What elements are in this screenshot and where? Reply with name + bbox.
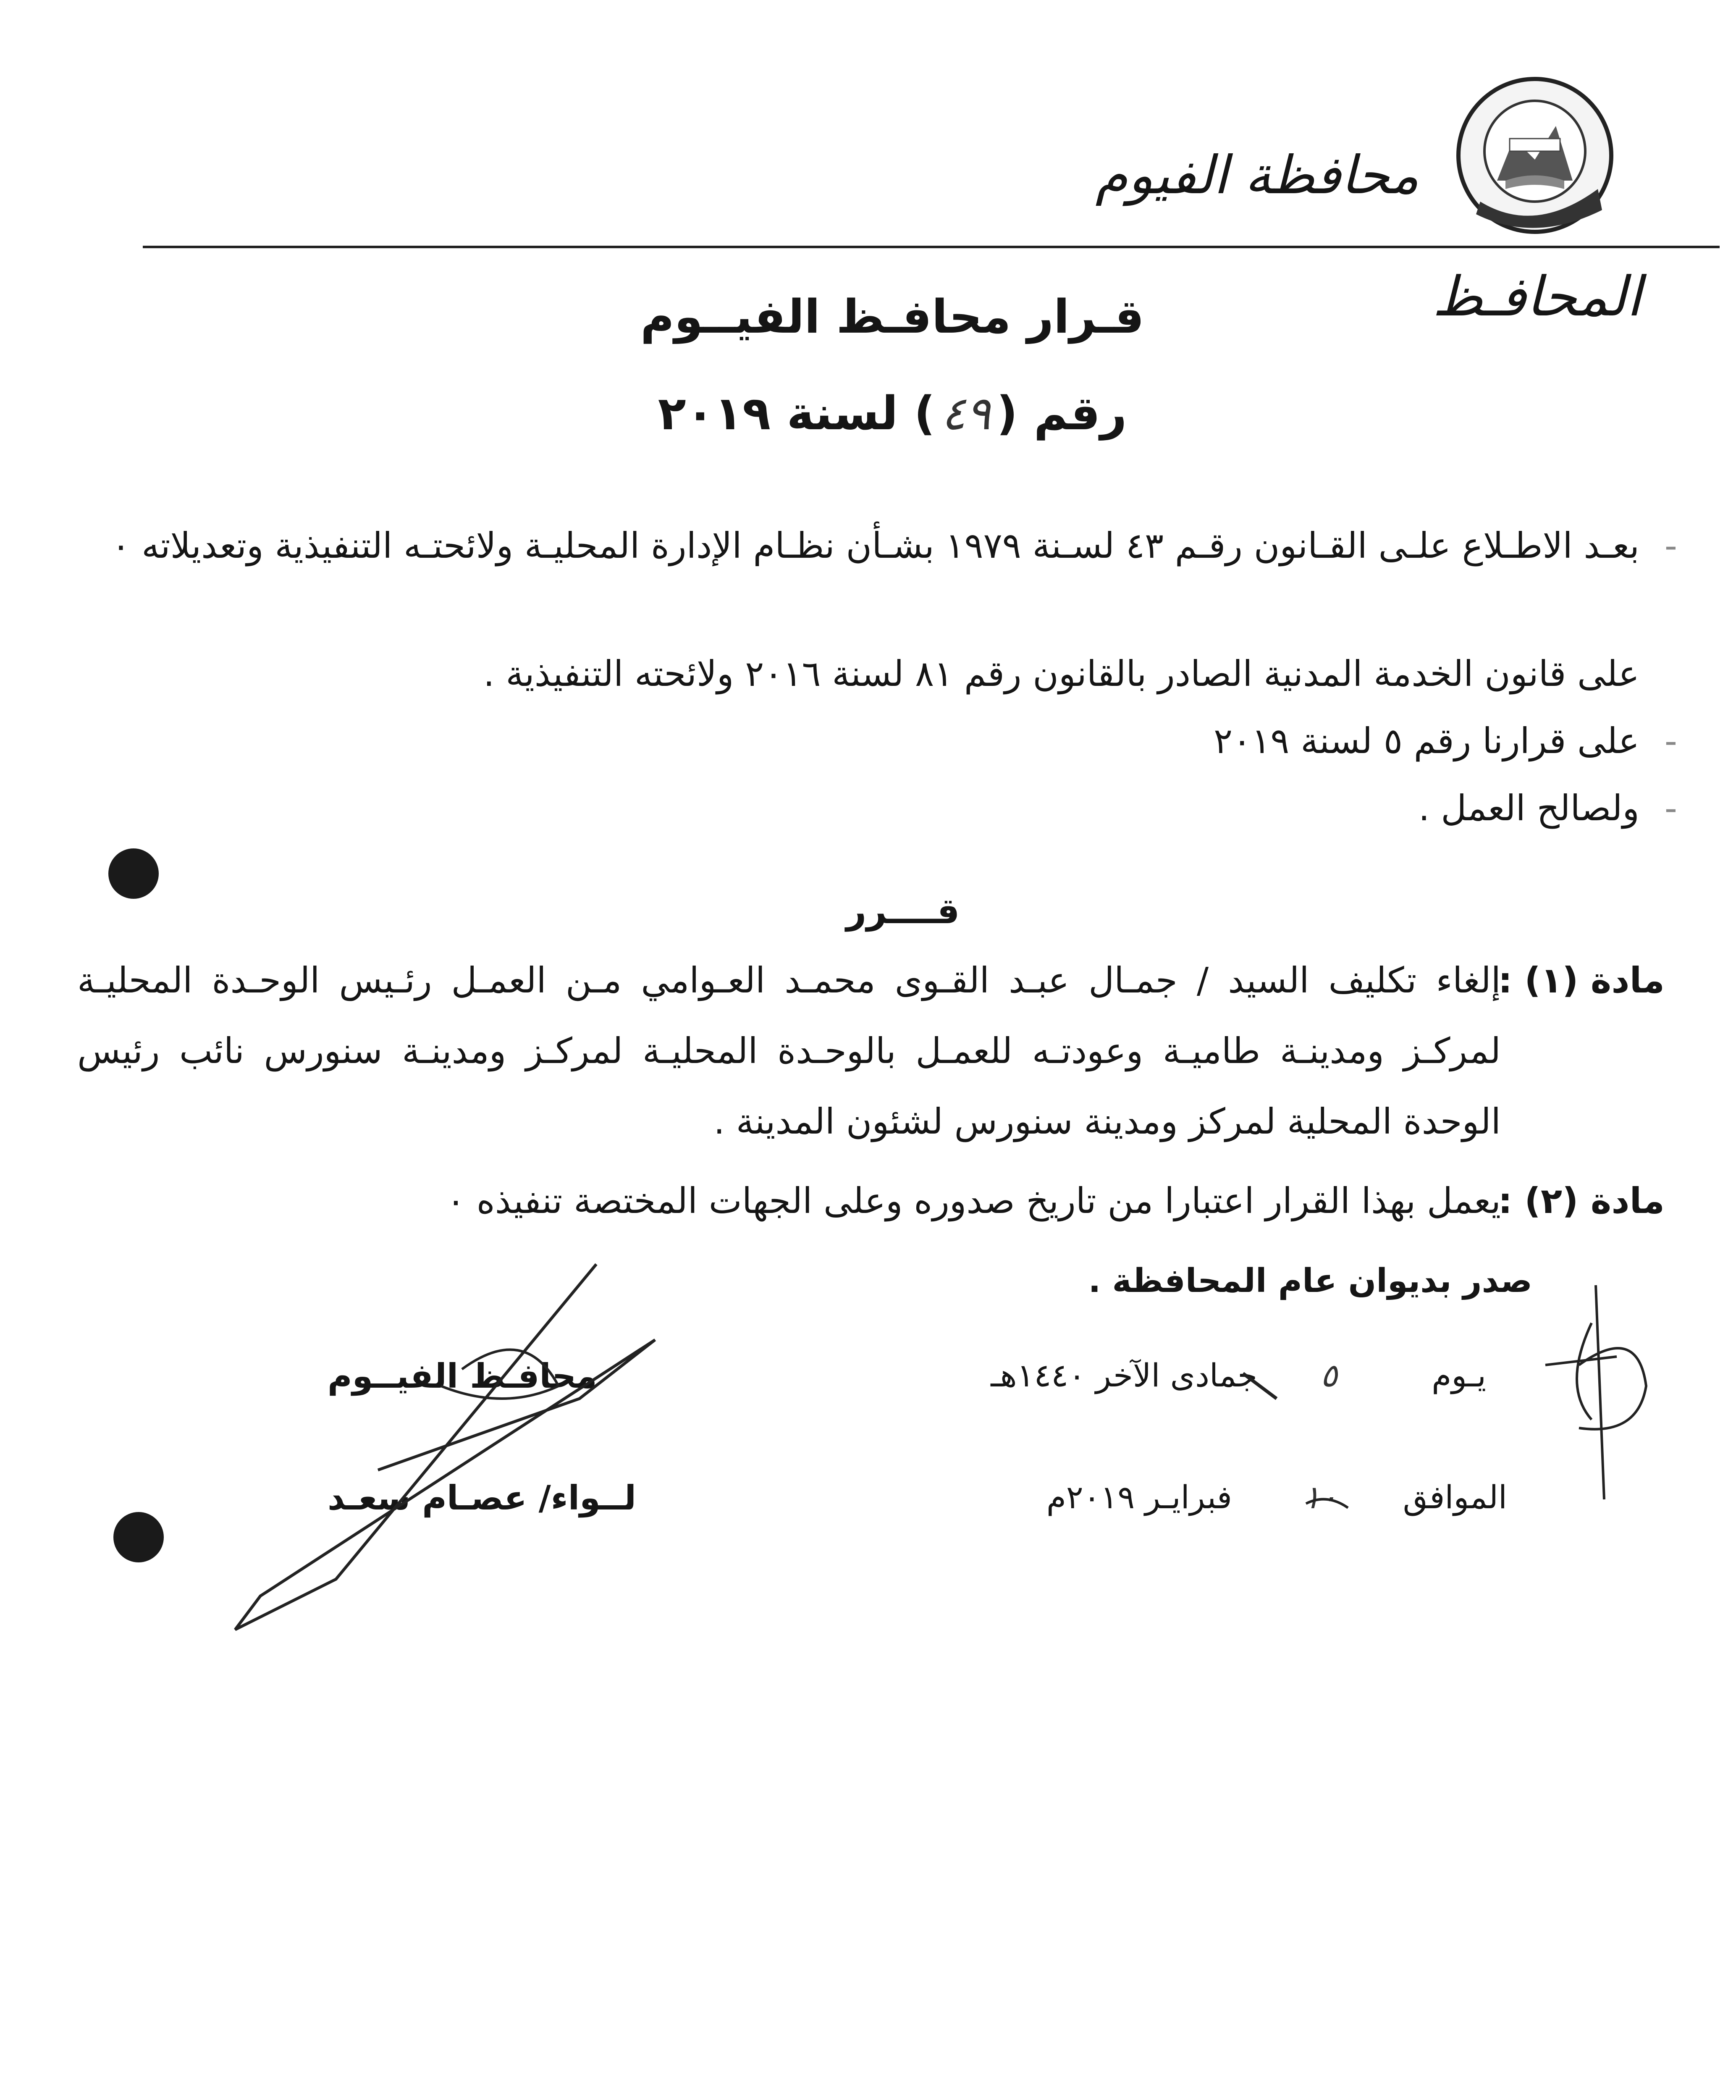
punch-hole <box>108 848 159 899</box>
hijri-day: ٥ <box>1320 1357 1337 1394</box>
preamble-item <box>86 773 1677 843</box>
bullet-dash: - <box>1664 525 1677 566</box>
hijri-month-year: جمادى الآخر ١٤٤٠هـ <box>991 1357 1257 1394</box>
preamble-text: بعـد الاطـلاع علـى القـانون رقـم ٤٣ لسـنة ١٩٧٩ بشـأن نظـام الإدارة المحليـة ولائحتـه التنفيذية وتعديلاته ٠ <box>111 525 1639 566</box>
gregorian-date-label: الموافق <box>1403 1478 1507 1516</box>
hijri-date-label: يـوم <box>1432 1357 1486 1394</box>
preamble-text: على قرارنا رقم ٥ لسنة ٢٠١٩ <box>1214 720 1639 761</box>
decree-number <box>609 386 1176 440</box>
initials-signature <box>1545 1285 1646 1499</box>
preamble-text: على قانون الخدمة المدنية الصادر بالقانون رقم ٨١ لسنة ٢٠١٦ ولائحته التنفيذية . <box>483 653 1639 694</box>
decree-number-suffix: ) لسنة ٢٠١٩ <box>658 386 935 440</box>
bullet-dash: - <box>1664 788 1677 829</box>
article-1 <box>77 945 1665 1159</box>
punch-hole <box>113 1512 164 1562</box>
issued-at: صدر بديوان عام المحافظة . <box>1088 1262 1532 1300</box>
preamble-item <box>86 706 1677 776</box>
preamble-text: ولصالح العمل . <box>1418 788 1639 829</box>
gregorian-day: ١٠ <box>1303 1478 1337 1516</box>
preamble-item <box>86 638 1639 709</box>
article-label: مادة (١) : <box>1498 960 1665 1001</box>
signatory-name: لــواء/ عصـام سعـد <box>328 1478 636 1517</box>
article-label: مادة (٢) : <box>1498 1180 1665 1221</box>
decided-heading: قــــرر <box>846 890 960 932</box>
header-rule <box>143 246 1720 248</box>
signatory-title: محافـظ الفيــوم <box>328 1357 597 1396</box>
article-text: إلغاء تكليف السيد / جمـال عبـد القـوى محمـد العـوامي مـن العمـل رئـيس الوحـدة المحليـة لمركـز ومدينـة طاميـة وعودتـه للعمـل بالوحـدة المحليـة لمركـز ومدينـة سنورس نائب رئيس الوحدة المحلية لمركز ومدينة سنورس لشئون المدينة . <box>77 960 1501 1142</box>
decree-title: قـرار محافـظ الفيــوم <box>640 290 1144 344</box>
governorate-name: محافظة الفيوم <box>1095 145 1419 206</box>
decree-number-prefix: رقم ( <box>996 386 1127 440</box>
decree-number-handwritten: ٤٩ <box>941 386 991 440</box>
governor-signature <box>235 1264 655 1630</box>
bullet-dash: - <box>1664 720 1677 761</box>
article-2 <box>77 1166 1665 1236</box>
preamble-item <box>86 510 1677 581</box>
gregorian-month-year: فبرايـر ٢٠١٩م <box>1046 1478 1232 1516</box>
article-text: يعمل بهذا القرار اعتبارا من تاريخ صدوره وعلى الجهات المختصة تنفيذه ٠ <box>446 1180 1501 1221</box>
governorate-seal <box>1455 76 1615 235</box>
office-label: المحافـظ <box>1432 265 1642 328</box>
